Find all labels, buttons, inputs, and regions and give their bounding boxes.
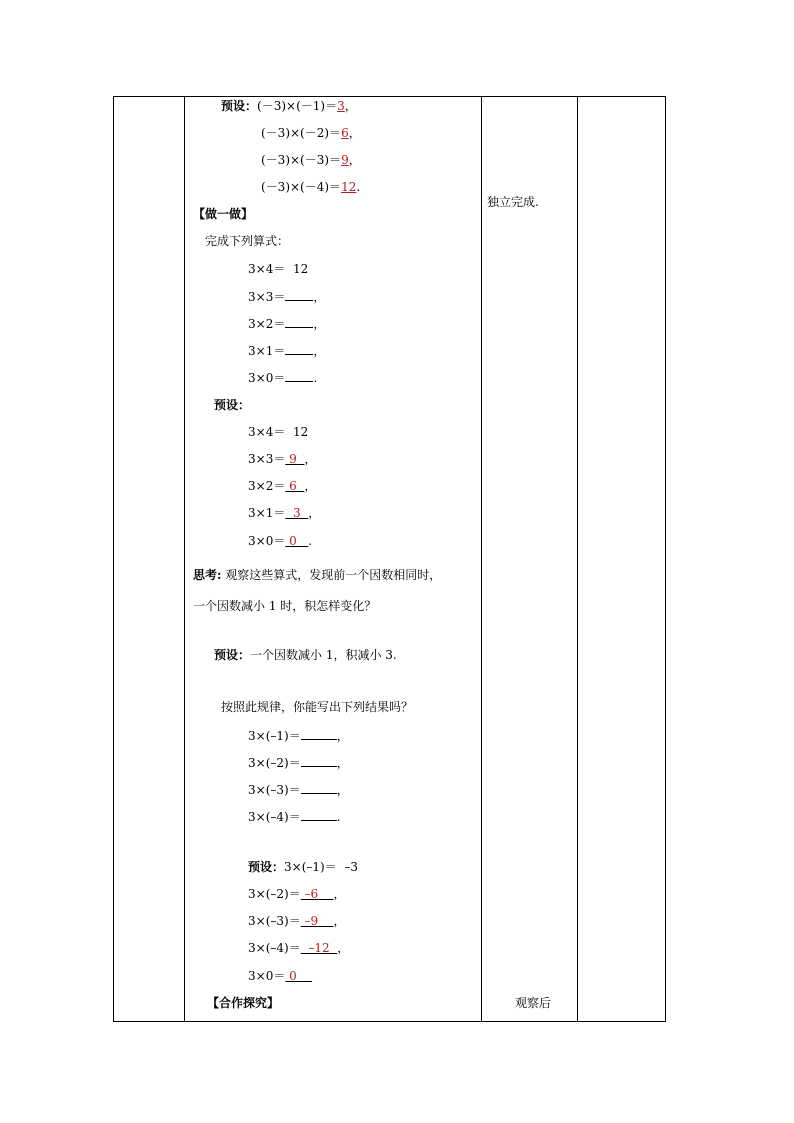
answer: –12 (308, 941, 330, 955)
rule-row: 3×(–4)＝ . (248, 810, 341, 824)
answer-blank (301, 809, 337, 821)
answer: 3 (337, 99, 345, 113)
column-divider (577, 96, 578, 1022)
think-label: 思考: (193, 568, 222, 582)
preset1-row: (－3)×(－3)＝9， (261, 153, 361, 167)
exercise-row: 3×3＝ ， (248, 290, 326, 304)
student-activity: 观察后 (515, 996, 552, 1010)
answer: 0 (289, 534, 297, 548)
answer: 0 (289, 969, 297, 983)
rule-row: 3×(–1)＝ ， (248, 729, 349, 743)
answer-blank (285, 343, 313, 355)
answer-blank (301, 782, 337, 794)
preset2-row: 3×4＝ 12 (248, 425, 309, 439)
preset-label: 预设： (214, 648, 251, 662)
student-activity: 独立完成. (487, 195, 539, 209)
answer-blank (301, 728, 337, 740)
answer: –6 (304, 887, 319, 901)
preset4-row: 3×(–4)＝ –12 ， (248, 941, 350, 955)
answer: 9 (289, 452, 297, 466)
preset1-row: (－3)×(－2)＝6， (261, 126, 361, 140)
preset-label: 预设： (214, 398, 251, 412)
exercise-row: 3×4＝ 12 (248, 262, 309, 276)
answer-blank (285, 370, 313, 382)
exercise-row: 3×0＝ . (248, 371, 318, 385)
preset2-row: 3×1＝ 3 ， (248, 506, 321, 520)
column-divider (184, 96, 185, 1022)
lesson-table (113, 96, 666, 1022)
preset2-row: 3×3＝ 9 ， (248, 452, 317, 466)
preset1-row: (－3)×(－4)＝12. (261, 180, 361, 194)
answer: 12 (341, 180, 357, 194)
rule-row: 3×(–3)＝ ， (248, 783, 349, 797)
answer-blank (285, 316, 313, 328)
answer: 6 (289, 479, 297, 493)
preset-label: 预设： (248, 860, 285, 874)
answer-blank (301, 755, 337, 767)
answer: –9 (304, 914, 319, 928)
column-divider (481, 96, 482, 1022)
section-title: 【合作探究】 (207, 996, 280, 1010)
preset2-row: 3×2＝ 6 ， (248, 479, 317, 493)
preset1-row: 预设：(－3)×(－1)＝3， (221, 99, 357, 113)
preset2-row: 3×0＝ 0 . (248, 534, 313, 548)
exercise-row: 3×1＝ ， (248, 344, 326, 358)
preset4-row: 3×0＝ 0 (248, 969, 297, 983)
exercise-row: 3×2＝ ， (248, 317, 326, 331)
answer-blank (285, 289, 313, 301)
preset3-line: 预设：一个因数减小 1，积减小 3. (214, 648, 397, 662)
rule-question: 按照此规律，你能写出下列结果吗？ (221, 700, 414, 714)
preset4-row: 3×(–3)＝ –9 ， (248, 914, 346, 928)
section-title: 【做一做】 (193, 207, 254, 221)
answer: 3 (292, 506, 301, 520)
answer: 6 (341, 126, 349, 140)
think-line: 一个因数减小 1 时，积怎样变化？ (193, 599, 377, 613)
answer: 9 (341, 153, 349, 167)
preset4-row: 3×(–2)＝ –6 ， (248, 887, 346, 901)
preset4-row: 预设：3×(–1)＝ –3 (248, 860, 358, 874)
think-line: 思考: 观察这些算式，发现前一个因数相同时， (193, 568, 442, 582)
preset-label: 预设： (221, 99, 258, 113)
instruction: 完成下列算式： (205, 234, 290, 248)
rule-row: 3×(–2)＝ ， (248, 756, 349, 770)
